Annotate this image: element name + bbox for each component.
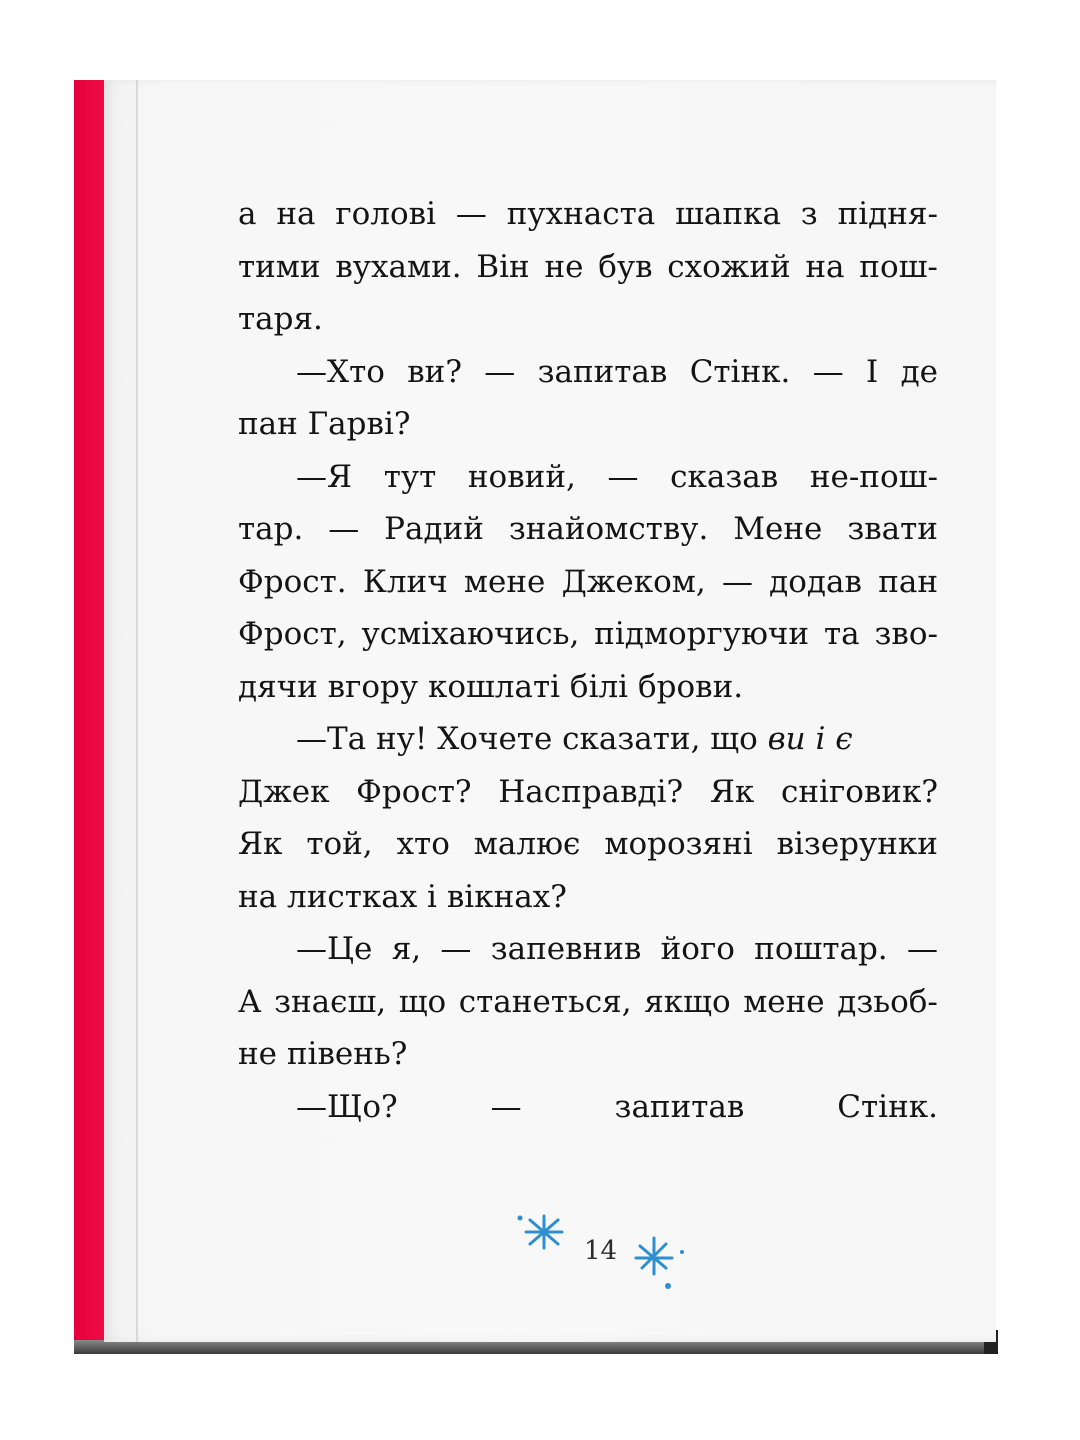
text-line: таря. — [238, 301, 323, 337]
text-line: —Що? — запитав Стінк. — [296, 1088, 938, 1125]
text-line: А знаєш, що станеться, якщо мене дзьоб- — [238, 983, 938, 1020]
text-line: Як той, хто малює морозяні візерунки — [238, 826, 938, 862]
page-number: 14 — [584, 1236, 618, 1266]
text-line: —Хто ви? — запитав Стінк. — І де — [296, 353, 938, 390]
text-line: а на голові — пухнаста шапка з підня- — [238, 196, 938, 232]
text-line: на листках і вікнах? — [238, 878, 567, 915]
text-line: —Це я, — запевнив його поштар. — — [296, 931, 938, 967]
text-line: Фрост. Клич мене Джеком, — додав пан — [238, 563, 938, 600]
text-line: Джек Фрост? Насправді? Як сніговик? — [238, 773, 938, 810]
text-line: дячи вгору кошлаті білі брови. — [238, 668, 744, 705]
page-gutter-line — [136, 80, 138, 1342]
snowflake-icon — [632, 1232, 692, 1292]
snowflake-icon — [514, 1210, 574, 1254]
text-line: тар. — Радий знайомству. Мене звати — [238, 511, 938, 547]
page-text — [238, 188, 938, 1133]
text-line: —Та ну! Хочете сказати, що ви і є — [238, 713, 938, 766]
text-line: тими вухами. Він не був схожий на пош- — [238, 248, 938, 285]
text-line: пан Гарві? — [238, 406, 411, 442]
text-line: не півень? — [238, 1036, 408, 1072]
text-line: —Я тут новий, — сказав не-пош- — [296, 458, 938, 495]
page-stack-shadow — [74, 1340, 998, 1354]
text-line: Фрост, усміхаючись, підморгуючи та зво- — [238, 616, 938, 652]
page-footer — [500, 1208, 700, 1298]
italic-emphasis: ви і є — [767, 721, 853, 757]
